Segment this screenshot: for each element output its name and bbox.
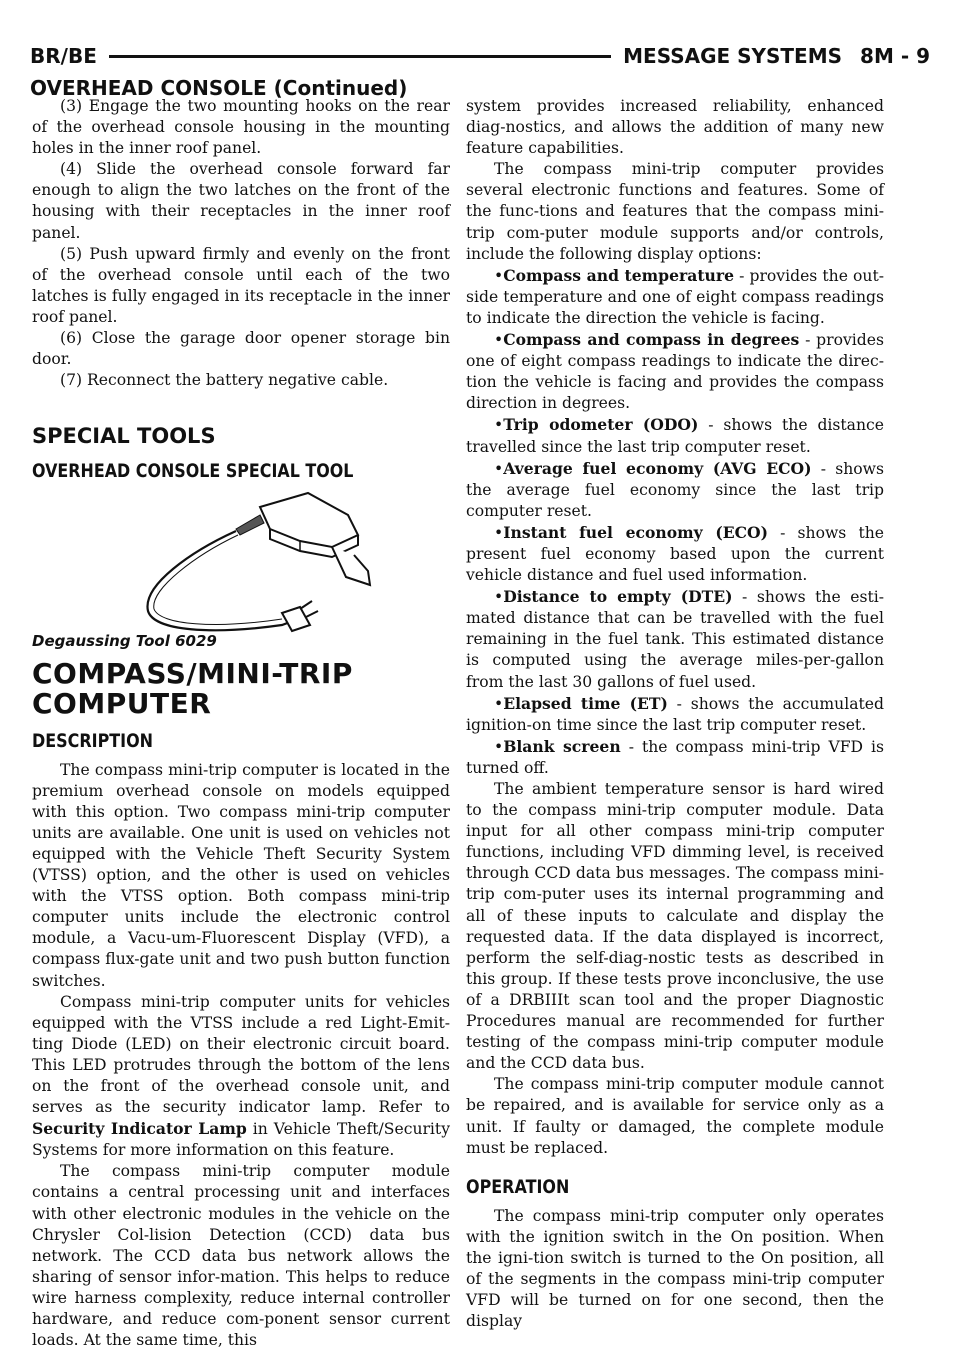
intro-paragraph-2: The compass mini-trip computer provides several electronic functions and features. Some of the func-tions and features that the compass mini-trip com-puter module supports and/or controls, include the following display options:	[466, 160, 884, 263]
header-rule	[109, 55, 611, 58]
continued-heading: OVERHEAD CONSOLE (Continued)	[30, 76, 408, 100]
step-6: (6) Close the garage door opener storage bin door.	[32, 329, 450, 369]
page-header	[30, 40, 930, 72]
special-tools-heading: SPECIAL TOOLS	[32, 424, 216, 449]
description-heading: DESCRIPTION	[32, 729, 154, 752]
intro-paragraph-1: system provides increased reliability, enhanced diag-nostics, and allows the addition of many new feature capabilities.	[466, 97, 884, 158]
figure-caption: Degaussing Tool 6029	[32, 632, 217, 651]
right-column	[466, 96, 884, 1332]
bullet-elapsed-time: •Elapsed time (ET) - shows the accumulated ignition-on time since the last trip computer reset.	[466, 693, 884, 734]
operation-heading: OPERATION	[466, 1175, 570, 1198]
bullet-average-fuel-economy: •Average fuel economy (AVG ECO) - shows the average fuel economy since the last trip computer reset.	[466, 458, 884, 520]
bullet-compass-temperature: •Compass and temperature - provides the out-side temperature and one of eight compass readings to indicate the direction the vehicle is facing.	[466, 265, 885, 327]
step-5: (5) Push upward firmly and evenly on the front of the overhead console until each of the two latches is fully engaged in its receptacle in the inner roof panel.	[32, 244, 450, 326]
degaussing-tool-illustration	[132, 485, 372, 635]
description-paragraph-2: Compass mini-trip computer units for vehicles equipped with the VTSS include a red Light-Emit-ting Diode (LED) on their electronic circuit board. This LED protrudes through the bottom of the lens on the front of the overhead console unit, and serves as the security indicator lamp. Refer to Security Indicator Lamp in Vehicle Theft/Security Systems for more information on this feature.	[32, 992, 451, 1160]
special-tool-subheading: OVERHEAD CONSOLE SPECIAL TOOL	[32, 461, 354, 483]
header-model: BR/BE	[30, 44, 97, 68]
description-paragraph-1: The compass mini-trip computer is located in the premium overhead console on models equipped with this option. Two compass mini-trip computer units are available. One unit is used on vehicles not equipped with the Vehicle Theft Security System (VTSS) option, and the other is used on vehicles with the VTSS option. Both compass mini-trip computer units include the electronic control module, a Vacu-um-Fluorescent Display (VFD), a compass flux-gate unit and two push button function switches.	[32, 760, 450, 990]
compass-mini-trip-heading: COMPASS/MINI-TRIP COMPUTER	[32, 656, 353, 720]
service-paragraph: The compass mini-trip computer module cannot be repaired, and is available for service only as a unit. If faulty or damaged, the complete module must be replaced.	[466, 1075, 884, 1157]
description-paragraph-3: The compass mini-trip computer module contains a central processing unit and interfaces with other electronic modules in the vehicle on the Chrysler Col-lision Detection (CCD) data bus network. The CCD data bus network allows the sharing of sensor infor-mation. This helps to reduce wire harness complexity, reduce internal controller hardware, and reduce com-ponent sensor current loads. At the same time, this	[32, 1162, 450, 1350]
header-section: MESSAGE SYSTEMS	[623, 44, 843, 68]
security-indicator-lamp-ref: Security Indicator Lamp	[32, 1119, 247, 1139]
step-3: (3) Engage the two mounting hooks on the rear of the overhead console housing in the mounting holes in the inner roof panel.	[32, 97, 450, 158]
bullet-distance-to-empty: •Distance to empty (DTE) - shows the esti-mated distance that can be travelled with the fuel remaining in the fuel tank. This estimated distance is computed using the average miles-per-gallon from the last 30 gallons of fuel used.	[466, 587, 884, 691]
left-column	[32, 96, 450, 1351]
ambient-sensor-paragraph: The ambient temperature sensor is hard wired to the compass mini-trip computer module. Data input for all other compass mini-trip computer functions, including VFD dimming level, is received through CCD data bus messages. The compass mini-trip com-puter uses its internal programming and all of these inputs to calculate and display the requested data. If the data displayed is incorrect, perform the self-diag-nostic tests as described in this group. If these tests prove inconclusive, the use of a DRBIIIt scan tool and the proper Diagnostic Procedures manual are recommended for further testing of the compass mini-trip computer module and the CCD data bus.	[466, 780, 884, 1073]
operation-paragraph: The compass mini-trip computer only operates with the ignition switch in the On position. When the igni-tion switch is turned to the On position, all of the segments in the compass mini-trip computer VFD will be turned on for one second, then the display	[466, 1206, 884, 1331]
bullet-compass-degrees: •Compass and compass in degrees - provides one of eight compass readings to indicate the direc-tion the vehicle is facing and provides the compass direction in degrees.	[466, 330, 884, 413]
step-7: (7) Reconnect the battery negative cable.	[60, 371, 389, 390]
header-page-number: 8M - 9	[860, 44, 930, 68]
bullet-instant-fuel-economy: •Instant fuel economy (ECO) - shows the present fuel economy based upon the current vehicle distance and fuel used information.	[466, 522, 884, 585]
bullet-trip-odometer: •Trip odometer (ODO) - shows the distance travelled since the last trip computer reset.	[466, 415, 884, 456]
bullet-blank-screen: •Blank screen - the compass mini-trip VFD is turned off.	[466, 736, 885, 777]
degaussing-tool-figure	[32, 485, 450, 653]
step-4: (4) Slide the overhead console forward far enough to align the two latches on the front of the housing with their receptacles in the inner roof panel.	[32, 160, 450, 242]
